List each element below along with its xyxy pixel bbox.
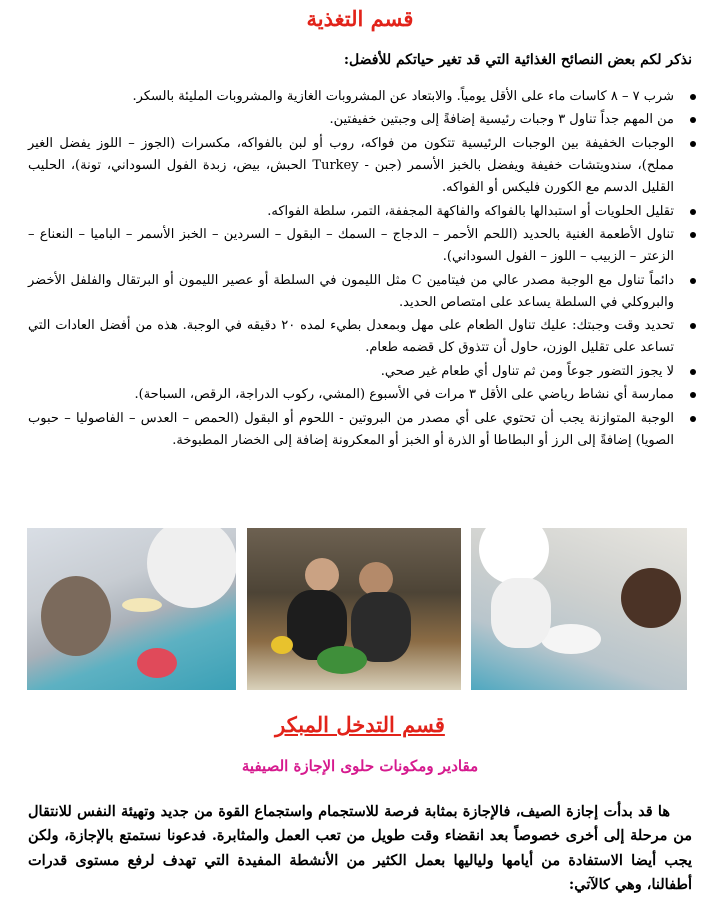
photo-girls-mixing [471,528,687,690]
list-item: الوجبة المتوازنة يجب أن تحتوي على أي مصدر من البروتين - اللحوم أو البقول (الحمص – العدس – الفاصوليا – حبوب الصويا) إضافةً إلى الرز أو البطاطا أو الذرة أو الخبز أو المعكرونة إضافة إلى الخضار المطبوخة. [28,408,674,452]
photo-boys-cooking [247,528,461,690]
list-item: من المهم جداً تناول ٣ وجبات رئيسية إضافةً إلى وجبتين خفيفتين. [28,109,674,131]
list-item: ممارسة أي نشاط رياضي على الأقل ٣ مرات في الأسبوع (المشي، ركوب الدراجة، الرقص، السباحة). [28,384,674,406]
list-item: لا يجوز التضور جوعاً ومن ثم تناول أي طعام غير صحي. [28,361,674,383]
list-item: الوجبات الخفيفة بين الوجبات الرئيسية تتكون من فواكه، روب أو لبن بالفواكه، مكسرات (الجوز – اللوز يفضل الغير مملح)، سندويتشات خفيفة ويفضل بالخبز الأسمر (جبن - Turkey الحبش، بيض، زبدة الفول السوداني، تونة)، الحليب القليل الدسم مع الكورن فليكس أو الفواكه. [28,133,674,200]
list-item: تناول الأطعمة الغنية بالحديد (اللحم الأحمر – الدجاج – السمك – البقول – السردين – الخبز الأسمر – الباميا – النعناع – الزعتر – الزبيب – اللوز – الفول السوداني). [28,224,674,268]
nutrition-intro: نذكر لكم بعض النصائح الغذائية التي قد تغير حياتكم للأفضل: [343,52,692,68]
list-item: تحديد وقت وجبتك: عليك تناول الطعام على مهل وبمعدل بطيء لمده ٢٠ دقيقه في الوجبة. هذه من أفضل العادات التي تساعد على تقليل الوزن، حاول أن تتذوق كل قضمه طعام. [28,315,674,359]
nutrition-tips-list [28,86,698,453]
photo-strip [27,528,687,690]
list-item: دائماً تناول مع الوجبة مصدر عالي من فيتامين C مثل الليمون في السلطة أو عصير الليمون أو البرتقال والفلفل الأخضر والبروكلي في السلطة يساعد على امتصاص الحديد. [28,270,674,314]
intro-paragraph: ها قد بدأت إجازة الصيف، فالإجازة بمثابة فرصة للاستجمام واستجماع القوة من جديد وتهيئة النفس للانتقال من مرحلة إلى أخرى خصوصاً بعد انقضاء وقت طويل من تعب العمل والمثابرة. فدعونا نستمتع بالإجازة، ولكن يجب أيضا الاستفادة من أيامها ولياليها بعمل الكثير من الأنشطة المفيدة التي تهدف لرفع مستوى قدرات أطفالنا، وهي كالآتي: [28,803,692,894]
section-subtitle: مقادير ومكونات حلوى الإجازة الصيفية [241,757,479,775]
list-item: تقليل الحلويات أو استبدالها بالفواكه والفاكهة المجففة، التمر، سلطة الفواكه. [28,201,674,223]
early-intervention-section-title: قسم التدخل المبكر [275,712,445,737]
photo-children-fruit-table [27,528,236,690]
nutrition-section-title: قسم التغذية [306,6,414,31]
list-item: شرب ٧ – ٨ كاسات ماء على الأقل يومياً. والابتعاد عن المشروبات الغازية والمشروبات المليئة بالسكر. [28,86,674,108]
